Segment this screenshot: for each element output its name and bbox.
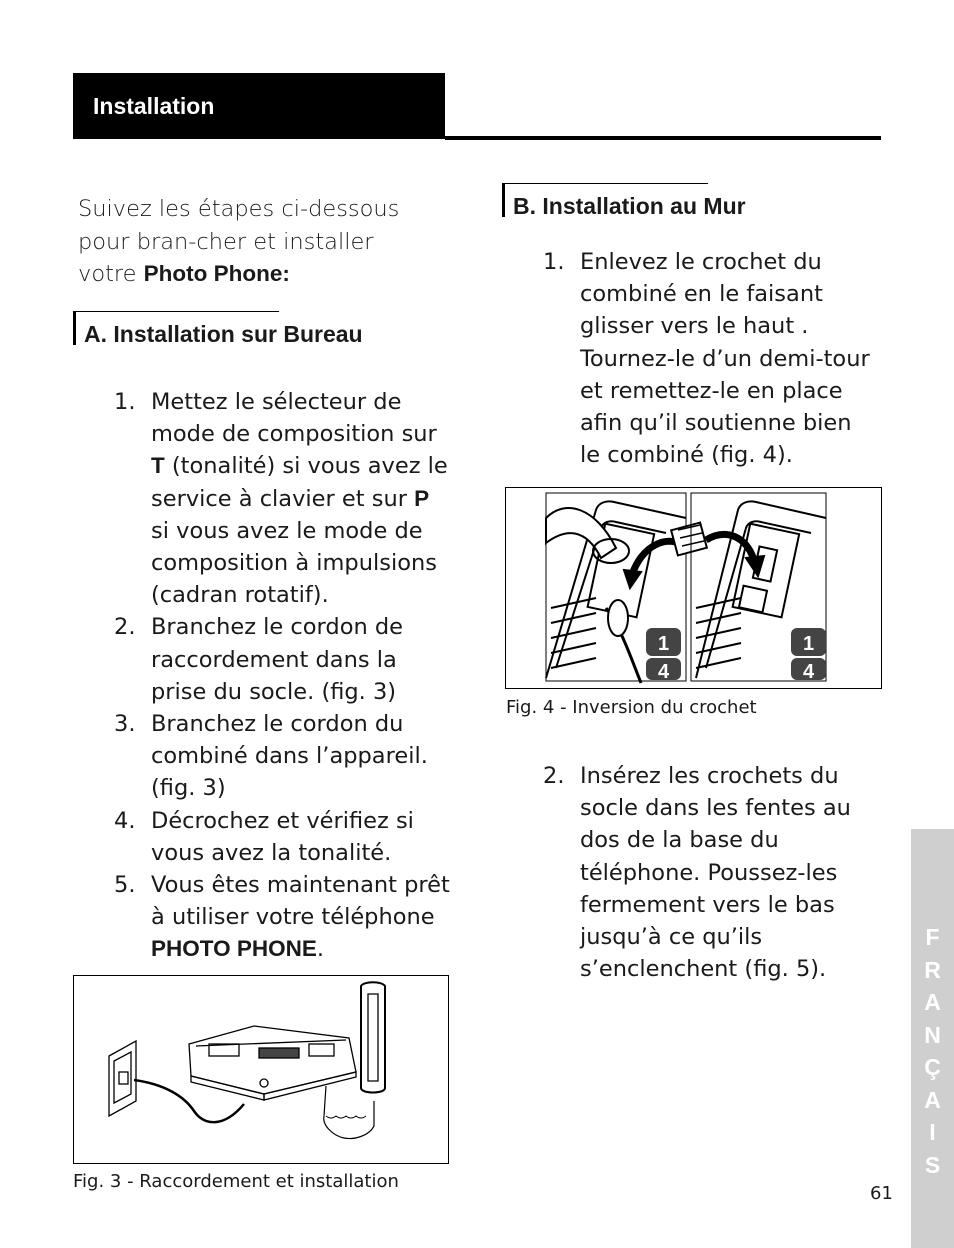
section-b-title: B. Installation au Mur xyxy=(513,193,746,219)
keypad-digit-4: 4 xyxy=(658,661,670,683)
step-number: 2. xyxy=(543,763,565,789)
step-number: 5. xyxy=(114,872,136,899)
list-item xyxy=(114,611,454,708)
section-a-heading xyxy=(73,311,363,347)
intro-product-name: Photo Phone: xyxy=(143,261,290,286)
list-item xyxy=(114,869,454,966)
language-tab-letter: A xyxy=(924,989,941,1015)
list-item xyxy=(543,246,878,471)
page-number: 61 xyxy=(870,1183,893,1204)
figure-4-illustration xyxy=(505,487,882,689)
figure-4-caption: Fig. 4 - Inversion du crochet xyxy=(506,697,757,718)
intro-paragraph xyxy=(78,193,438,291)
step-text: si vous avez le mode de composition à impulsions (cadran rotatif). xyxy=(151,517,437,609)
list-item xyxy=(543,760,878,985)
language-tab-letter: Ç xyxy=(924,1054,941,1080)
heading-rule xyxy=(502,183,708,184)
section-b-steps-part1 xyxy=(543,246,878,471)
section-a-title: A. Installation sur Bureau xyxy=(84,321,363,347)
list-item xyxy=(114,708,454,805)
step-text: Décrochez et vérifiez si vous avez la tonalité. xyxy=(151,807,414,866)
heading-rule xyxy=(73,311,279,312)
language-tab-letter: F xyxy=(925,924,940,950)
language-tab-letter: I xyxy=(929,1119,936,1145)
language-tab-letter: S xyxy=(924,1151,941,1178)
list-item xyxy=(114,805,454,869)
figure-3-illustration xyxy=(73,975,449,1164)
step-number: 1. xyxy=(114,389,136,415)
section-a-steps xyxy=(114,386,454,966)
language-tab-letter: R xyxy=(924,956,941,983)
language-tab-letter: A xyxy=(924,1086,941,1113)
desk-installation-drawing xyxy=(74,976,448,1163)
step-number: 4. xyxy=(114,807,136,834)
language-tab-letter: N xyxy=(924,1021,941,1048)
step-text: Branchez le cordon du combiné dans l’appareil. (fig. 3) xyxy=(151,711,428,802)
keypad-digit-1: 1 xyxy=(658,633,670,655)
header-rule xyxy=(445,136,881,140)
step-number: 1. xyxy=(543,249,565,275)
step-text-bold: PHOTO PHONE xyxy=(151,936,317,962)
step-number: 2. xyxy=(114,614,136,641)
section-header-title: Installation xyxy=(93,93,215,119)
heading-bar xyxy=(502,183,505,217)
step-text: Enlevez le crochet du combiné en le faisant glisser vers le haut . Tournez-le d’un demi-tour et remettez-le en place afin qu’il soutienne bien le combiné (fig. 4). xyxy=(580,249,870,469)
language-side-tab xyxy=(911,829,954,1248)
heading-bar xyxy=(73,311,76,345)
section-b-steps-part2 xyxy=(543,760,878,985)
step-text: Branchez le cordon de raccordement dans la prise du socle. (fig. 3) xyxy=(151,614,403,705)
hook-reversal-drawing xyxy=(506,488,881,688)
step-text-bold: T xyxy=(151,453,165,479)
intro-text: Suivez les étapes ci-dessous pour bran-cher et installer votre xyxy=(78,196,400,287)
step-number: 3. xyxy=(114,711,136,738)
step-text: Mettez le sélecteur de mode de composition sur xyxy=(151,389,437,448)
step-text-bold: P xyxy=(414,485,430,511)
step-text: . xyxy=(316,936,325,963)
step-text: Insérez les crochets du socle dans les fentes au dos de la base du téléphone. Poussez-les fermement vers le bas jusqu’à ce qu’ils s’enclenchent (fig. 5). xyxy=(580,763,851,983)
language-tab-letters xyxy=(911,921,954,1181)
step-text: (tonalité) si vous avez le service à clavier et sur xyxy=(151,453,448,512)
keypad-digit-4: 4 xyxy=(803,661,815,683)
section-header xyxy=(73,73,445,139)
keypad-digit-1: 1 xyxy=(803,633,815,655)
step-text: Vous êtes maintenant prêt à utiliser votre téléphone xyxy=(151,872,450,931)
section-b-heading xyxy=(502,183,746,219)
list-item xyxy=(114,386,454,611)
figure-3-caption: Fig. 3 - Raccordement et installation xyxy=(73,1171,399,1192)
